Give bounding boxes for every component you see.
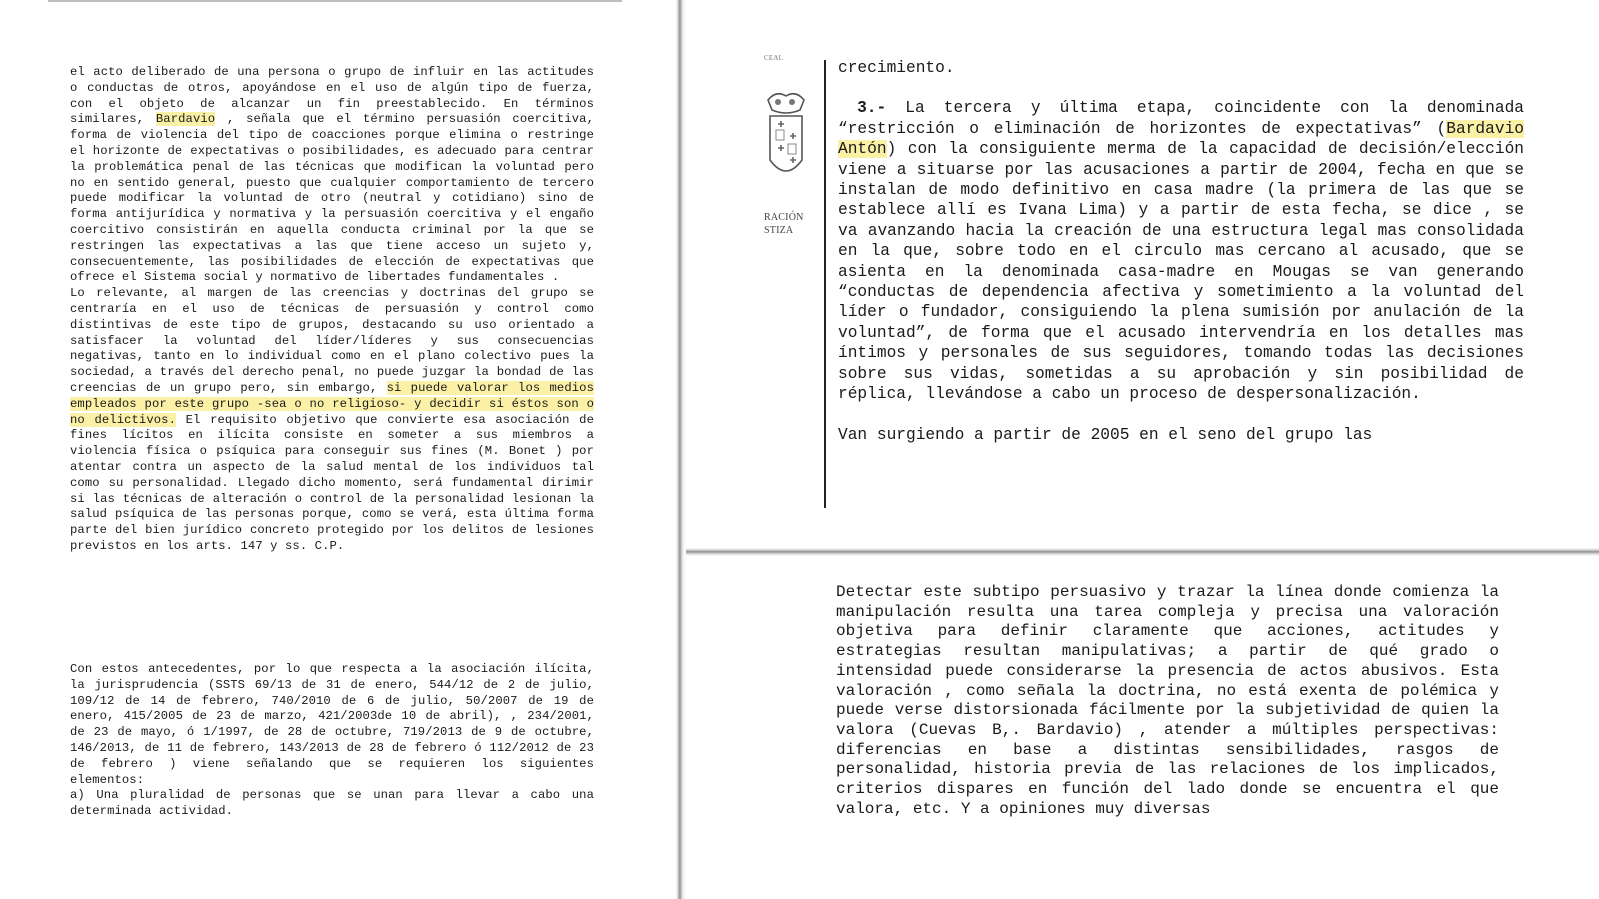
coat-of-arms-icon	[766, 90, 806, 190]
top-right-document-page	[686, 0, 1599, 548]
highlight-bardavio: Bardavio	[155, 112, 216, 127]
crest-caption-1: RACIÓN	[764, 212, 804, 223]
left-paragraph-3: Con estos antecedentes, por lo que respecta a la asociación ilícita, la jurisprudencia (SSTS 69/13 de 31 de enero, 544/12 de 2 de julio, 109/12 de 14 de febrero, 740/2010 de 6 de julio, 50/2007 de 19 de enero, 415/2005 de 23 de marzo, 421/2003de 10 de abril), , 234/2001, de 23 de mayo, ó 1/1997, de 28 de octubre, 719/2013 de 9 de octubre, 146/2013, de 11 de febrero, 143/2013 de 28 de febrero ó 112/2012 de 23 de febrero ) viene señalando que se requieren los siguientes elementos:	[70, 662, 594, 787]
highlight-bardavio-anton: Bardavio Antón	[838, 119, 1524, 159]
section-3-paragraph: 3.- La tercera y última etapa, coincidente con la denominada “restricción o eliminación de horizontes de expectativas” (Bardavio Antón) con la consiguiente merma de la capacidad de decisión/elección viene a situarse por las acusaciones a partir de 2004, fecha en que se instalan de modo definitivo en casa madre (la primera de las que se establece allí es Ivana Lima) y a partir de esta fecha, se dice , se va avanzando hacia la creación de una estructura legal mas consolidada en la que, sobre todo en el circulo mas cercano al acusado, que se asienta en la denominada casa-madre en Mougas se van generando “conductas de dependencia afectiva y sometimiento a la voluntad del líder o fundador, consiguiendo la plena sumisión por anulación de la voluntad”, de forma que el acusado intervendría en los detalles mas íntimos y personales de sus seguidores, tomando todas las decisiones sobre sus vidas, sometidas a su aprobación y sin posibilidad de réplica, llevándose a cabo un proceso de despersonalización.	[838, 99, 1525, 404]
bottom-right-text-block	[836, 583, 1499, 819]
left-text-block	[70, 65, 594, 555]
bottom-right-paragraph: Detectar este subtipo persuasivo y trazar la línea donde comienza la manipulación resulta una tarea compleja y precisa una valoración objetiva para definir claramente que acciones, actitudes y estrategias resultan manipulativas; a partir de qué grado o intensidad puede considerarse la presencia de actos abusivos. Esta valoración , como señala la doctrina, no está exenta de polémica y puede verse distorsionada fácilmente por la subjetividad de quien la valora (Cuevas B,. Bardavio) , atender a múltiples perspectivas: diferencias en base a distintas sensibilidades, rasgos de personalidad, historia previa de las relaciones de los implicados, criterios dispares en función del lado donde se encuentra el que valora, etc. Y a opiniones muy diversas	[836, 583, 1499, 818]
vertical-page-divider	[676, 0, 686, 899]
continuation-line: crecimiento.	[838, 59, 955, 77]
left-paragraph-4: a) Una pluralidad de personas que se unan para llevar a cabo una determinada actividad.	[70, 788, 594, 819]
horizontal-page-divider	[686, 548, 1599, 556]
highlight-medios-empleados: si puede valorar los medios empleados por este grupo -sea o no religioso- y decidir si éstos son o no delictivos.	[70, 380, 595, 427]
left-paragraph-1: el acto deliberado de una persona o grupo de influir en las actitudes o conductas de otros, apoyándose en el uso de algún tipo de fuerza, con el objeto de alcanzar un fin preestablecido. En términos similares, Bardavio , señala que el término persuasión coercitiva, forma de violencia del tipo de coacciones porque elimina o restringe el horizonte de expectativas o posibilidades, es adecuado para centrar la problemática penal de las técnicas que modifican la voluntad pero no en sentido general, puesto que cualquier comportamiento de tercero puede modificar la voluntad de otro (neutral y cotidiano) sino de forma antijurídica y normativa y la persuasión coercitiva y el engaño coercitivo consistirán en aquella conducta criminal por la que se restringen las expectativas a las que tiene acceso un sujeto y, consecuentemente, las posibilidades de elección de expectativas que ofrece el Sistema social y normativo de libertades fundamentales .	[70, 65, 594, 285]
page-top-rule	[48, 0, 622, 2]
top-right-text-block	[838, 58, 1524, 445]
margin-rule	[824, 60, 826, 508]
left-paragraph-2: Lo relevante, al margen de las creencias y doctrinas del grupo se centraría en el uso de técnicas de persuasión y control como distintivas de este tipo de grupos, destacando su uso orientado a satisfacer la voluntad del líder/líderes y sus consecuencias negativas, tanto en lo individual como en el plano colectivo pues la sociedad, a través del derecho penal, no puede juzgar la bondad de las creencias de un grupo pero, sin embargo, si puede valorar los medios empleados por este grupo -sea o no religioso- y decidir si éstos son o no delictivos. El requisito objetivo que convierte esa asociación de fines lícitos en ilícita consiste en someter a sus miembros a violencia física o psíquica para conseguir sus fines (M. Bonet ) por atentar contra un aspecto de la salud mental de los individuos tal como su personalidad. Llegado dicho momento, será fundamental dirimir si las técnicas de alteración o control de la personalidad lesionan la salud psíquica de las personas porque, como se verá, esta última forma parte del bien jurídico concreto protegido por los delitos de lesiones previstos en los arts. 147 y ss. C.P.	[70, 286, 595, 553]
section-number: 3.-	[857, 99, 887, 118]
next-paragraph-start: Van surgiendo a partir de 2005 en el seno del grupo las	[838, 425, 1373, 444]
bottom-right-document-page	[686, 556, 1599, 899]
left-document-page	[0, 0, 676, 899]
left-text-block-2	[70, 662, 594, 820]
crest-caption-2: STIZA	[764, 225, 794, 236]
header-fragment: CEAL	[764, 54, 784, 62]
